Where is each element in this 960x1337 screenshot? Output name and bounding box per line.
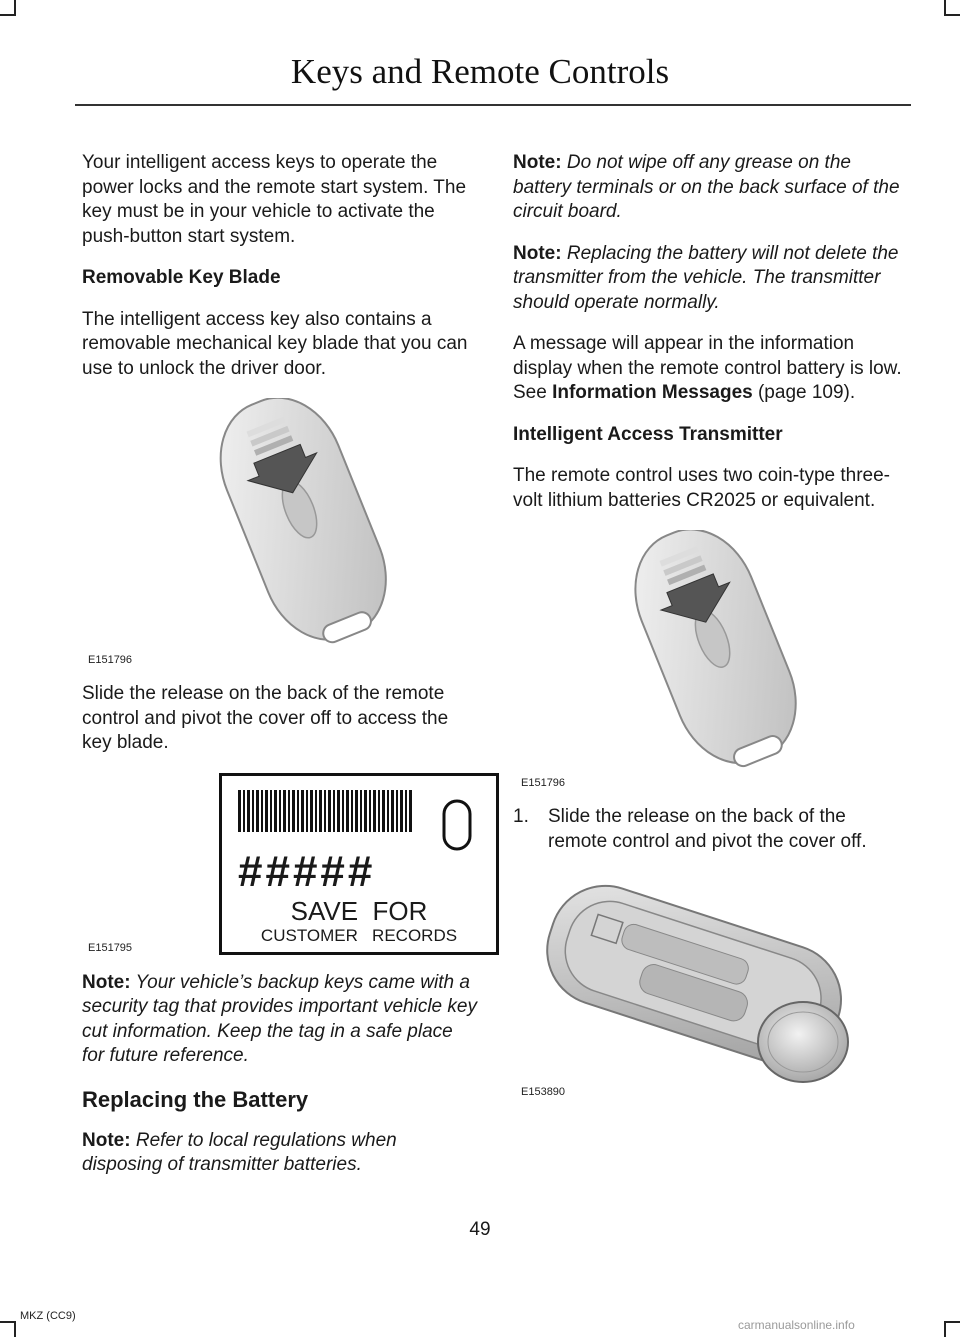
transmitter-paragraph: The remote control uses two coin-type three-volt lithium batteries CR2025 or equivalent. — [513, 465, 891, 511]
barcode-graphic — [238, 790, 418, 832]
crop-mark — [14, 1321, 16, 1337]
customer-records-label: CUSTOMER RECORDS — [260, 925, 458, 945]
replacing-battery-heading: Replacing the Battery — [82, 1086, 309, 1112]
open-fob-figure — [513, 870, 909, 1098]
slide-release-paragraph: Slide the release on the back of the remote control and pivot the cover off to access the key blade. — [82, 683, 449, 753]
page-number: 49 — [469, 1219, 491, 1240]
step-1 — [513, 805, 909, 854]
note-text: Your vehicle’s backup keys came with a security tag that provides important vehicle key cut information. Keep the tag in a safe place for future reference. — [82, 971, 477, 1066]
transmitter-heading: Intelligent Access Transmitter — [513, 423, 783, 445]
security-tag-figure — [82, 773, 478, 959]
disposal-note — [82, 1129, 478, 1178]
open-fob-battery-illustration — [513, 870, 909, 1095]
key-blade-paragraph: The intelligent access key also contains a removable mechanical key blade that you can use to unlock the driver door. — [82, 308, 468, 379]
key-fob-figure — [82, 398, 478, 664]
paragraph-text: (page 109). — [752, 382, 856, 403]
note-text: Refer to local regulations when disposing of transmitter batteries. — [82, 1129, 397, 1175]
left-column — [82, 151, 478, 1195]
watermark: carmanualsonline.info — [738, 1318, 855, 1332]
figure-code: E151796 — [521, 777, 566, 789]
key-ring-hole-icon — [441, 798, 475, 854]
intro-paragraph: Your intelligent access keys to operate the power locks and the remote start system. The key must be in your vehicle to activate the push-button start system. — [82, 152, 467, 247]
key-blade-heading: Removable Key Blade — [82, 267, 281, 288]
crop-mark — [0, 14, 16, 16]
key-fob-illustration — [82, 398, 478, 664]
paragraph-text: A message will appear in the information display when the remote control battery is low. See — [513, 333, 902, 403]
model-code: MKZ (CC9) — [20, 1310, 76, 1322]
crop-mark — [944, 1321, 946, 1337]
security-tag-note — [82, 971, 478, 1069]
crop-mark — [0, 1321, 16, 1323]
header-divider — [75, 104, 911, 106]
note-text: Replacing the battery will not delete the transmitter from the vehicle. The transmitter should operate normally. — [513, 242, 899, 313]
note-label: Note: — [513, 152, 562, 173]
note-label: Note: — [82, 971, 131, 993]
note-label: Note: — [513, 242, 562, 264]
security-tag — [219, 773, 499, 955]
key-fob-figure-2 — [513, 530, 909, 789]
information-messages-reference: Information Messages — [552, 382, 753, 403]
transmitter-note — [513, 242, 909, 316]
figure-code: E153890 — [521, 1086, 566, 1098]
crop-mark — [944, 1321, 960, 1323]
save-for-label: SAVE FOR — [290, 895, 428, 926]
note-text: Do not wipe off any grease on the battery terminals or on the back surface of the circuit board. — [513, 152, 900, 222]
step-text: Slide the release on the back of the remote control and pivot the cover off. — [548, 806, 867, 852]
page-title: Keys and Remote Controls — [290, 52, 670, 91]
key-code-hash: ##### — [238, 846, 376, 896]
crop-mark — [944, 14, 960, 16]
low-battery-paragraph — [513, 332, 909, 406]
key-fob-illustration — [513, 530, 909, 784]
step-number: 1. — [513, 806, 529, 827]
grease-note — [513, 151, 909, 225]
note-label: Note: — [82, 1129, 131, 1151]
figure-code: E151796 — [88, 654, 133, 666]
figure-code: E151795 — [88, 941, 133, 954]
right-column — [513, 151, 909, 1098]
